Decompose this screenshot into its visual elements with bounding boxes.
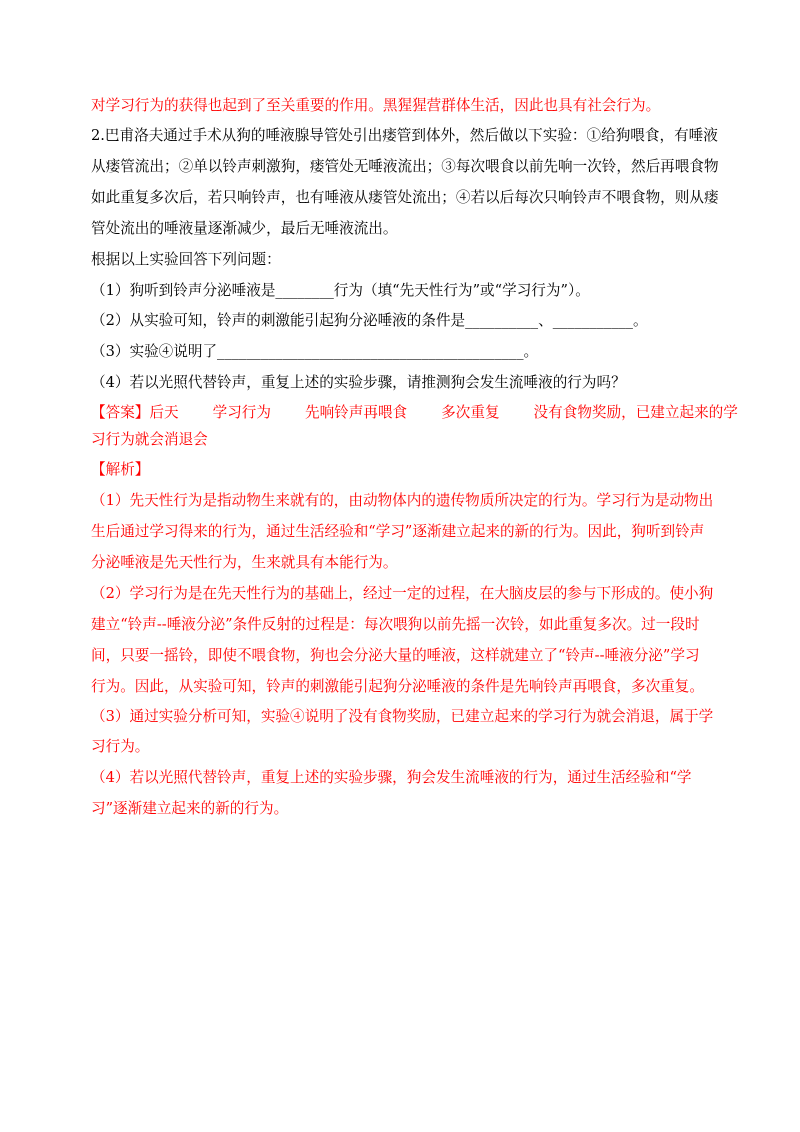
analysis-line: 行为。因此，从实验可知，铃声的刺激能引起狗分泌唾液的条件是先响铃声再喂食，多次重复。 [91,678,704,695]
answer-label: 【答案】 [91,404,150,421]
sub-question-1: （1）狗听到铃声分泌唾液是________行为（填“先天性行为”或“学习行为”）。 [91,282,590,299]
previous-answer-tail: 对学习行为的获得也起到了至关重要的作用。黑猩猩营群体生活，因此也具有社会行为。 [91,97,661,114]
analysis-line: （4）若以光照代替铃声，重复上述的实验步骤，狗会发生流唾液的行为，通过生活经验和“学 [91,769,692,786]
analysis-line: 建立“铃声--唾液分泌”条件反射的过程是：每次喂狗以前先摇一次铃，如此重复多次。过一段时 [91,616,700,633]
answer-part: 没有食物奖励，已建立起来的学 [533,404,738,421]
question-2-stem: 2.巴甫洛夫通过手术从狗的唾液腺导管处引出瘘管到体外，然后做以下实验：①给狗喂食，有唾液 [91,127,718,144]
sub-question-4: （4）若以光照代替铃声，重复上述的实验步骤，请推测狗会发生流唾液的行为吗？ [91,374,626,391]
question-2-prompt: 根据以上实验回答下列问题： [91,251,281,268]
answer-part: 学习行为 [212,404,271,421]
answer-part: 后天 [149,404,179,421]
analysis-line: （2）学习行为是在先天性行为的基础上，经过一定的过程，在大脑皮层的参与下形成的。使小狗 [91,585,714,602]
analysis-line: 生后通过学习得来的行为，通过生活经验和“学习”逐渐建立起来的新的行为。因此，狗听到铃声 [91,523,705,540]
analysis-line: 间，只要一摇铃，即使不喂食物，狗也会分泌大量的唾液，这样就建立了“铃声--唾液分泌”学习 [91,647,700,664]
analysis-label: 【解析】 [91,461,150,478]
question-2-stem: 如此重复多次后，若只响铃声，也有唾液从瘘管处流出；④若以后每次只响铃声不喂食物，则从瘘 [91,189,719,206]
answer-continuation: 习行为就会消退会 [91,431,208,448]
analysis-line: 分泌唾液是先天性行为，生来就具有本能行为。 [91,554,398,571]
question-2-stem: 从瘘管流出；②单以铃声刺激狗，瘘管处无唾液流出；③每次喂食以前先响一次铃，然后再喂食物 [91,158,719,175]
sub-question-3: （3）实验④说明了__________________________________________。 [91,343,539,360]
analysis-line: 习”逐渐建立起来的新的行为。 [91,800,289,817]
answer-line [91,403,738,423]
answer-part: 多次重复 [441,404,500,421]
analysis-line: 习行为。 [91,738,150,755]
analysis-line: （1）先天性行为是指动物生来就有的，由动物体内的遗传物质所决定的行为。学习行为是动物出 [91,492,714,509]
answer-part: 先响铃声再喂食 [304,404,408,421]
analysis-line: （3）通过实验分析可知，实验④说明了没有食物奖励，已建立起来的学习行为就会消退，属于学 [91,708,714,725]
sub-question-2: （2）从实验可知，铃声的刺激能引起狗分泌唾液的条件是__________、___________。 [91,312,648,329]
question-2-stem: 管处流出的唾液量逐渐减少，最后无唾液流出。 [91,220,398,237]
